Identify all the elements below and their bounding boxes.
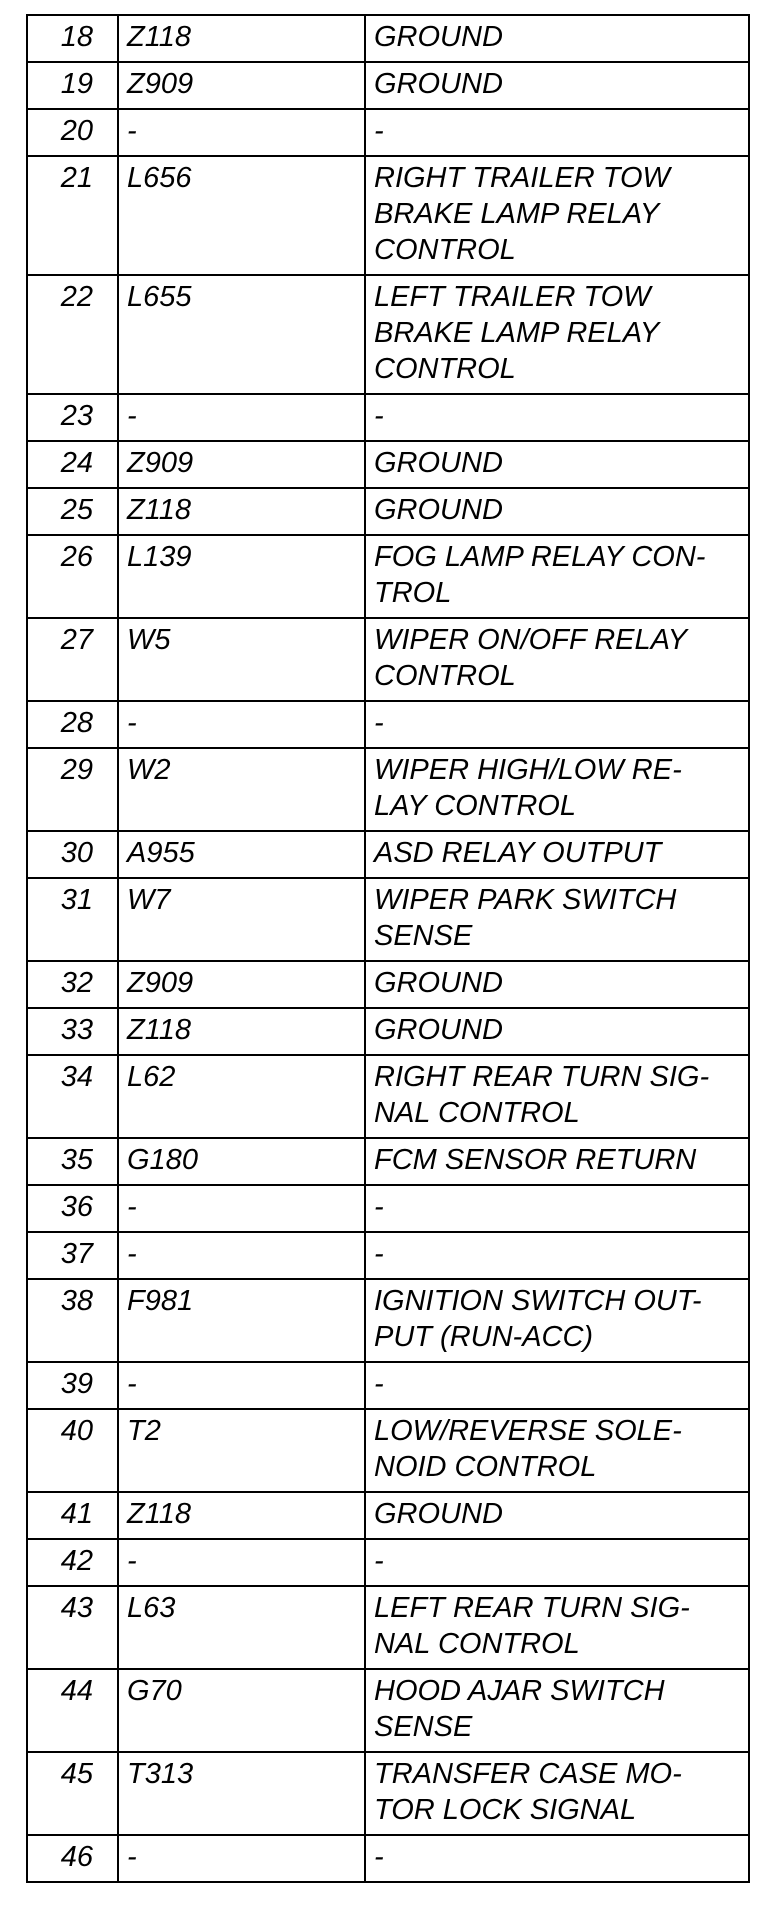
table-row [27, 62, 749, 109]
table-row [27, 1409, 749, 1492]
table-row [27, 1008, 749, 1055]
circuit-function-cell: GROUND [365, 488, 749, 535]
circuit-function-cell: - [365, 1539, 749, 1586]
circuit-code-cell: - [118, 109, 365, 156]
circuit-function-cell: IGNITION SWITCH OUT- PUT (RUN-ACC) [365, 1279, 749, 1362]
pin-number-cell: 42 [27, 1539, 118, 1586]
pin-number-cell: 24 [27, 441, 118, 488]
pin-number-cell: 22 [27, 275, 118, 394]
circuit-code-cell: F981 [118, 1279, 365, 1362]
circuit-code-cell: L139 [118, 535, 365, 618]
circuit-function-cell: - [365, 394, 749, 441]
circuit-function-cell: TRANSFER CASE MO- TOR LOCK SIGNAL [365, 1752, 749, 1835]
pin-number-cell: 18 [27, 15, 118, 62]
circuit-code-cell: - [118, 1232, 365, 1279]
table-row [27, 878, 749, 961]
circuit-code-cell: Z118 [118, 1008, 365, 1055]
pin-number-cell: 20 [27, 109, 118, 156]
pin-number-cell: 29 [27, 748, 118, 831]
table-row [27, 1362, 749, 1409]
circuit-function-cell: LEFT TRAILER TOW BRAKE LAMP RELAY CONTROL [365, 275, 749, 394]
circuit-function-cell: LEFT REAR TURN SIG- NAL CONTROL [365, 1586, 749, 1669]
table-row [27, 961, 749, 1008]
pin-number-cell: 45 [27, 1752, 118, 1835]
circuit-function-cell: GROUND [365, 961, 749, 1008]
table-row [27, 535, 749, 618]
circuit-function-cell: - [365, 701, 749, 748]
circuit-function-cell: LOW/REVERSE SOLE- NOID CONTROL [365, 1409, 749, 1492]
circuit-function-cell: RIGHT TRAILER TOW BRAKE LAMP RELAY CONTROL [365, 156, 749, 275]
table-row [27, 1539, 749, 1586]
circuit-code-cell: Z118 [118, 15, 365, 62]
circuit-code-cell: L655 [118, 275, 365, 394]
table-row [27, 156, 749, 275]
circuit-function-cell: FCM SENSOR RETURN [365, 1138, 749, 1185]
circuit-code-cell: G70 [118, 1669, 365, 1752]
circuit-code-cell: L63 [118, 1586, 365, 1669]
table-row [27, 1232, 749, 1279]
circuit-function-cell: GROUND [365, 1492, 749, 1539]
circuit-function-cell: GROUND [365, 1008, 749, 1055]
table-row [27, 275, 749, 394]
table-row [27, 488, 749, 535]
circuit-code-cell: W5 [118, 618, 365, 701]
pin-number-cell: 46 [27, 1835, 118, 1882]
table-row [27, 1835, 749, 1882]
circuit-code-cell: - [118, 1539, 365, 1586]
pin-number-cell: 40 [27, 1409, 118, 1492]
circuit-code-cell: L656 [118, 156, 365, 275]
circuit-code-cell: W7 [118, 878, 365, 961]
table-row [27, 15, 749, 62]
circuit-function-cell: HOOD AJAR SWITCH SENSE [365, 1669, 749, 1752]
circuit-code-cell: - [118, 394, 365, 441]
circuit-code-cell: Z118 [118, 1492, 365, 1539]
connector-pinout-table [26, 14, 750, 1883]
circuit-code-cell: T2 [118, 1409, 365, 1492]
circuit-code-cell: - [118, 1185, 365, 1232]
circuit-code-cell: Z909 [118, 62, 365, 109]
table-row [27, 831, 749, 878]
table-row [27, 1279, 749, 1362]
pin-number-cell: 43 [27, 1586, 118, 1669]
circuit-function-cell: WIPER ON/OFF RELAY CONTROL [365, 618, 749, 701]
circuit-function-cell: FOG LAMP RELAY CON- TROL [365, 535, 749, 618]
circuit-function-cell: WIPER PARK SWITCH SENSE [365, 878, 749, 961]
circuit-code-cell: Z909 [118, 441, 365, 488]
circuit-function-cell: - [365, 1362, 749, 1409]
circuit-code-cell: - [118, 1362, 365, 1409]
circuit-function-cell: WIPER HIGH/LOW RE- LAY CONTROL [365, 748, 749, 831]
circuit-function-cell: - [365, 109, 749, 156]
table-row [27, 1586, 749, 1669]
pin-number-cell: 37 [27, 1232, 118, 1279]
table-row [27, 618, 749, 701]
circuit-function-cell: ASD RELAY OUTPUT [365, 831, 749, 878]
circuit-code-cell: W2 [118, 748, 365, 831]
pin-number-cell: 25 [27, 488, 118, 535]
table-row [27, 394, 749, 441]
table-row [27, 748, 749, 831]
circuit-function-cell: GROUND [365, 441, 749, 488]
table-row [27, 1185, 749, 1232]
pin-number-cell: 31 [27, 878, 118, 961]
circuit-function-cell: - [365, 1185, 749, 1232]
pin-number-cell: 41 [27, 1492, 118, 1539]
table-row [27, 1138, 749, 1185]
pin-number-cell: 33 [27, 1008, 118, 1055]
pin-number-cell: 44 [27, 1669, 118, 1752]
pin-number-cell: 32 [27, 961, 118, 1008]
pin-number-cell: 28 [27, 701, 118, 748]
pin-number-cell: 30 [27, 831, 118, 878]
pin-number-cell: 38 [27, 1279, 118, 1362]
circuit-function-cell: - [365, 1835, 749, 1882]
circuit-code-cell: L62 [118, 1055, 365, 1138]
pin-number-cell: 34 [27, 1055, 118, 1138]
pin-number-cell: 36 [27, 1185, 118, 1232]
table-row [27, 441, 749, 488]
circuit-function-cell: GROUND [365, 15, 749, 62]
table-row [27, 1752, 749, 1835]
circuit-code-cell: T313 [118, 1752, 365, 1835]
circuit-code-cell: - [118, 1835, 365, 1882]
table-row [27, 1055, 749, 1138]
pinout-table-body [27, 15, 749, 1882]
table-row [27, 1492, 749, 1539]
circuit-function-cell: GROUND [365, 62, 749, 109]
circuit-code-cell: A955 [118, 831, 365, 878]
circuit-function-cell: RIGHT REAR TURN SIG- NAL CONTROL [365, 1055, 749, 1138]
circuit-code-cell: G180 [118, 1138, 365, 1185]
circuit-code-cell: Z909 [118, 961, 365, 1008]
pin-number-cell: 23 [27, 394, 118, 441]
pin-number-cell: 21 [27, 156, 118, 275]
table-row [27, 1669, 749, 1752]
circuit-code-cell: Z118 [118, 488, 365, 535]
table-row [27, 701, 749, 748]
table-row [27, 109, 749, 156]
pin-number-cell: 27 [27, 618, 118, 701]
pin-number-cell: 39 [27, 1362, 118, 1409]
circuit-code-cell: - [118, 701, 365, 748]
pin-number-cell: 19 [27, 62, 118, 109]
circuit-function-cell: - [365, 1232, 749, 1279]
pin-number-cell: 35 [27, 1138, 118, 1185]
pin-number-cell: 26 [27, 535, 118, 618]
